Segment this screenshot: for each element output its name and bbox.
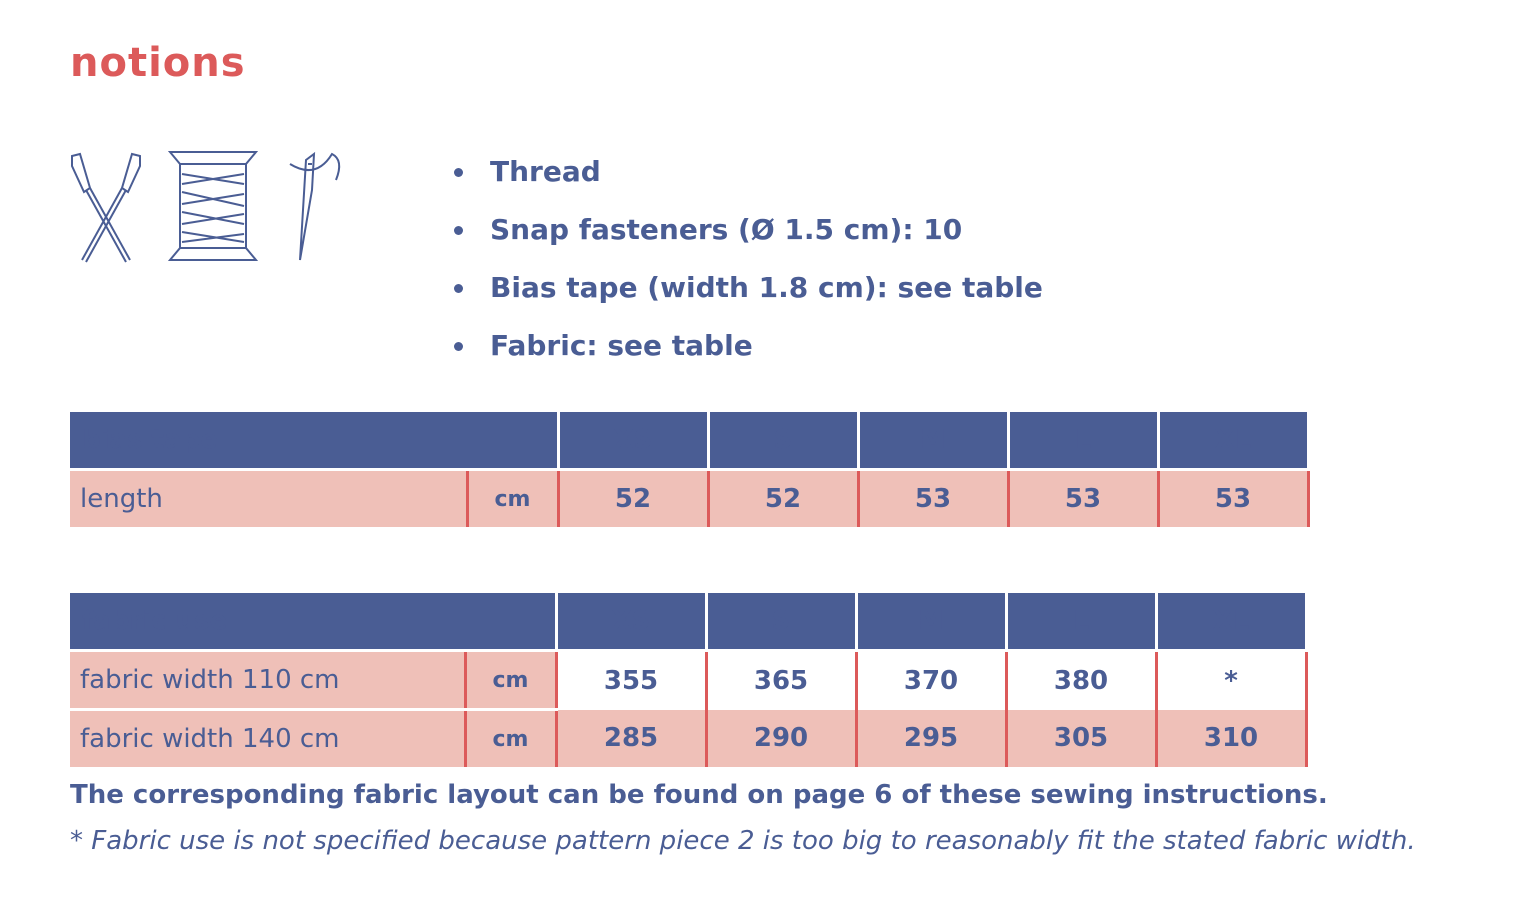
row-unit: cm [467,470,558,529]
needle-icon [286,150,346,265]
table-cell: 53 [1008,470,1158,529]
table-cell: * [1156,651,1306,710]
size-header: XS [558,412,708,470]
fabric-layout-note: The corresponding fabric layout can be found on page 6 of these sewing instructions. [70,780,1328,810]
table-cell: 52 [558,470,708,529]
size-header: XL [1156,593,1306,651]
row-label: fabric width 110 cm [70,651,465,710]
table-row [70,710,1306,769]
table-cell: 295 [856,710,1006,769]
row-unit: cm [465,651,556,710]
table-cell: 355 [556,651,706,710]
size-header: S [706,593,856,651]
list-item: Bias tape (width 1.8 cm): see table [450,266,1043,324]
notions-icons [68,150,348,270]
scissors-icon [68,150,144,265]
table-cell: 380 [1006,651,1156,710]
table-cell: 53 [858,470,1008,529]
size-header: L [1006,593,1156,651]
table-header: bias tape [70,412,558,470]
table-cell: 285 [556,710,706,769]
size-header: L [1008,412,1158,470]
size-header: XL [1158,412,1308,470]
table-row [70,651,1306,710]
footnote: * Fabric use is not specified because pattern piece 2 is too big to reasonably fit the stated fabric width. [70,826,1416,856]
table-cell: 290 [706,710,856,769]
row-label: length [70,470,467,529]
table-header: fabric use [70,593,556,651]
table-cell: 310 [1156,710,1306,769]
size-header: XS [556,593,706,651]
table-header-row [70,593,1306,651]
fabric-use-table [70,593,1308,770]
table-row [70,470,1308,529]
list-item: Snap fasteners (Ø 1.5 cm): 10 [450,208,1043,266]
row-unit: cm [465,710,556,769]
table-header-row [70,412,1308,470]
table-cell: 305 [1006,710,1156,769]
size-header: M [858,412,1008,470]
table-cell: 53 [1158,470,1308,529]
thread-spool-icon [168,150,258,265]
page-title: notions [70,40,246,86]
list-item: Thread [450,150,1043,208]
notions-list [450,150,1043,382]
size-header: S [708,412,858,470]
size-header: M [856,593,1006,651]
row-label: fabric width 140 cm [70,710,465,769]
table-cell: 370 [856,651,1006,710]
bias-tape-table [70,412,1310,530]
list-item: Fabric: see table [450,324,1043,382]
table-cell: 52 [708,470,858,529]
table-cell: 365 [706,651,856,710]
